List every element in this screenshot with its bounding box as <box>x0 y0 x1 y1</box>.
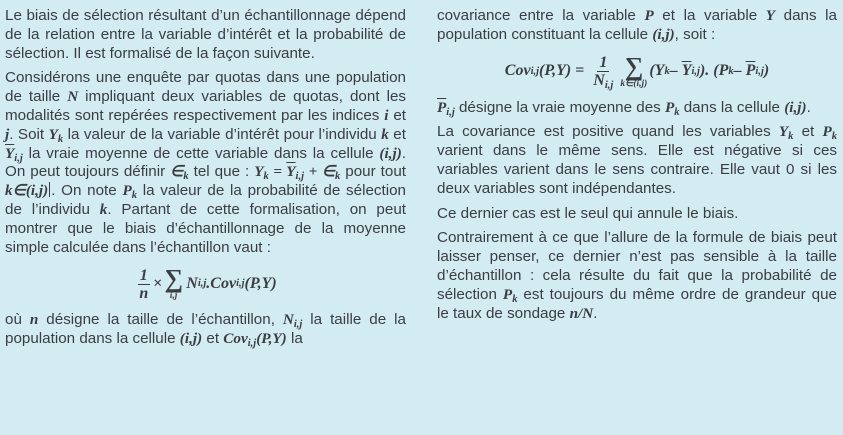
intro-paragraph: Le biais de sélection résultant d’un échantillonnage dépend de la relation entre la variable d’intérêt et la probabilité de sélection. Il est formalisé de la façon suivante. <box>5 7 406 62</box>
left-column <box>5 7 406 349</box>
covariance-intro-paragraph: covariance entre la variable P et la variable Y dans la population constituant la cellule (i,j), soit : <box>437 7 837 43</box>
covariance-formula: Cov i,j (P,Y) = $\frac{1}{N_{i,j}}$ ∑ k∈(i,j) (Y k – $\overline{Y}$ i,j ). (P k – $\overline{P}$ i,j ) <box>504 51 770 92</box>
bias-formula: $\frac{1}{n}$ × ∑ i,j N i,j . Cov i,j (P,Y) <box>139 264 277 302</box>
fraction-1-over-n: $\frac{1}{n}$ <box>139 266 149 302</box>
right-column <box>437 7 837 329</box>
sample-size-paragraph: Contrairement à ce que l’allure de la formule de biais peut laisser penser, ce dernier n’est pas sensible à la taille d’échantillon : cela résulte du fait que la probabilité de sélection $P_k$ est toujours du même ordre de grandeur que le taux de sondage n/N. <box>437 229 837 322</box>
covariance-sign-paragraph: La covariance est positive quand les variables $Y_k$ et $P_k$ varient dans le même sens. Elle est négative si ces variables varient dans le sens contraire. Elle vaut 0 si les deux variables sont indépendantes. <box>437 123 838 197</box>
sum-over-cells: ∑ i,j <box>164 264 183 302</box>
sum-over-individuals: ∑ k∈(i,j) <box>620 51 648 89</box>
zero-bias-paragraph: Ce dernier cas est le seul qui annule le biais. <box>437 204 739 222</box>
fraction-1-over-N: $\frac{1}{N_{i,j}}$ <box>593 54 614 92</box>
quota-survey-paragraph: Considérons une enquête par quotas dans une population de taille N impliquant deux variables de quotas, dont les modalités sont repérées respectivement par les indices i et j. Soit $Y_k$ la valeur de la variable d’intérêt pour l’individu k et $\overline{Y}_{i,j}$ la vraie moyenne de cette variable dans la cellule (i,j). On peut toujours définir $\in_k$ tel que : $Y_k = \overline{Y}_{i,j}$ + $\in_k$ pour tout k∈(i,j) . On note $P_k$ la valeur de la probabilité de sélection de l’individu k. Partant de cette formalisation, on peut montrer que le biais d’échantillonnage de la moyenne simple calculée dans l’échantillon vaut : <box>5 69 407 256</box>
definitions-paragraph: où n désigne la taille de l’échantillon, $N_{i,j}$ la taille de la population dans la cellule (i,j) et Cov$_{i,j}$(P,Y) la <box>5 311 406 350</box>
mean-definition-paragraph: $\overline{P}_{i,j}$ désigne la vraie moyenne des $P_k$ dans la cellule (i,j). <box>437 98 811 118</box>
